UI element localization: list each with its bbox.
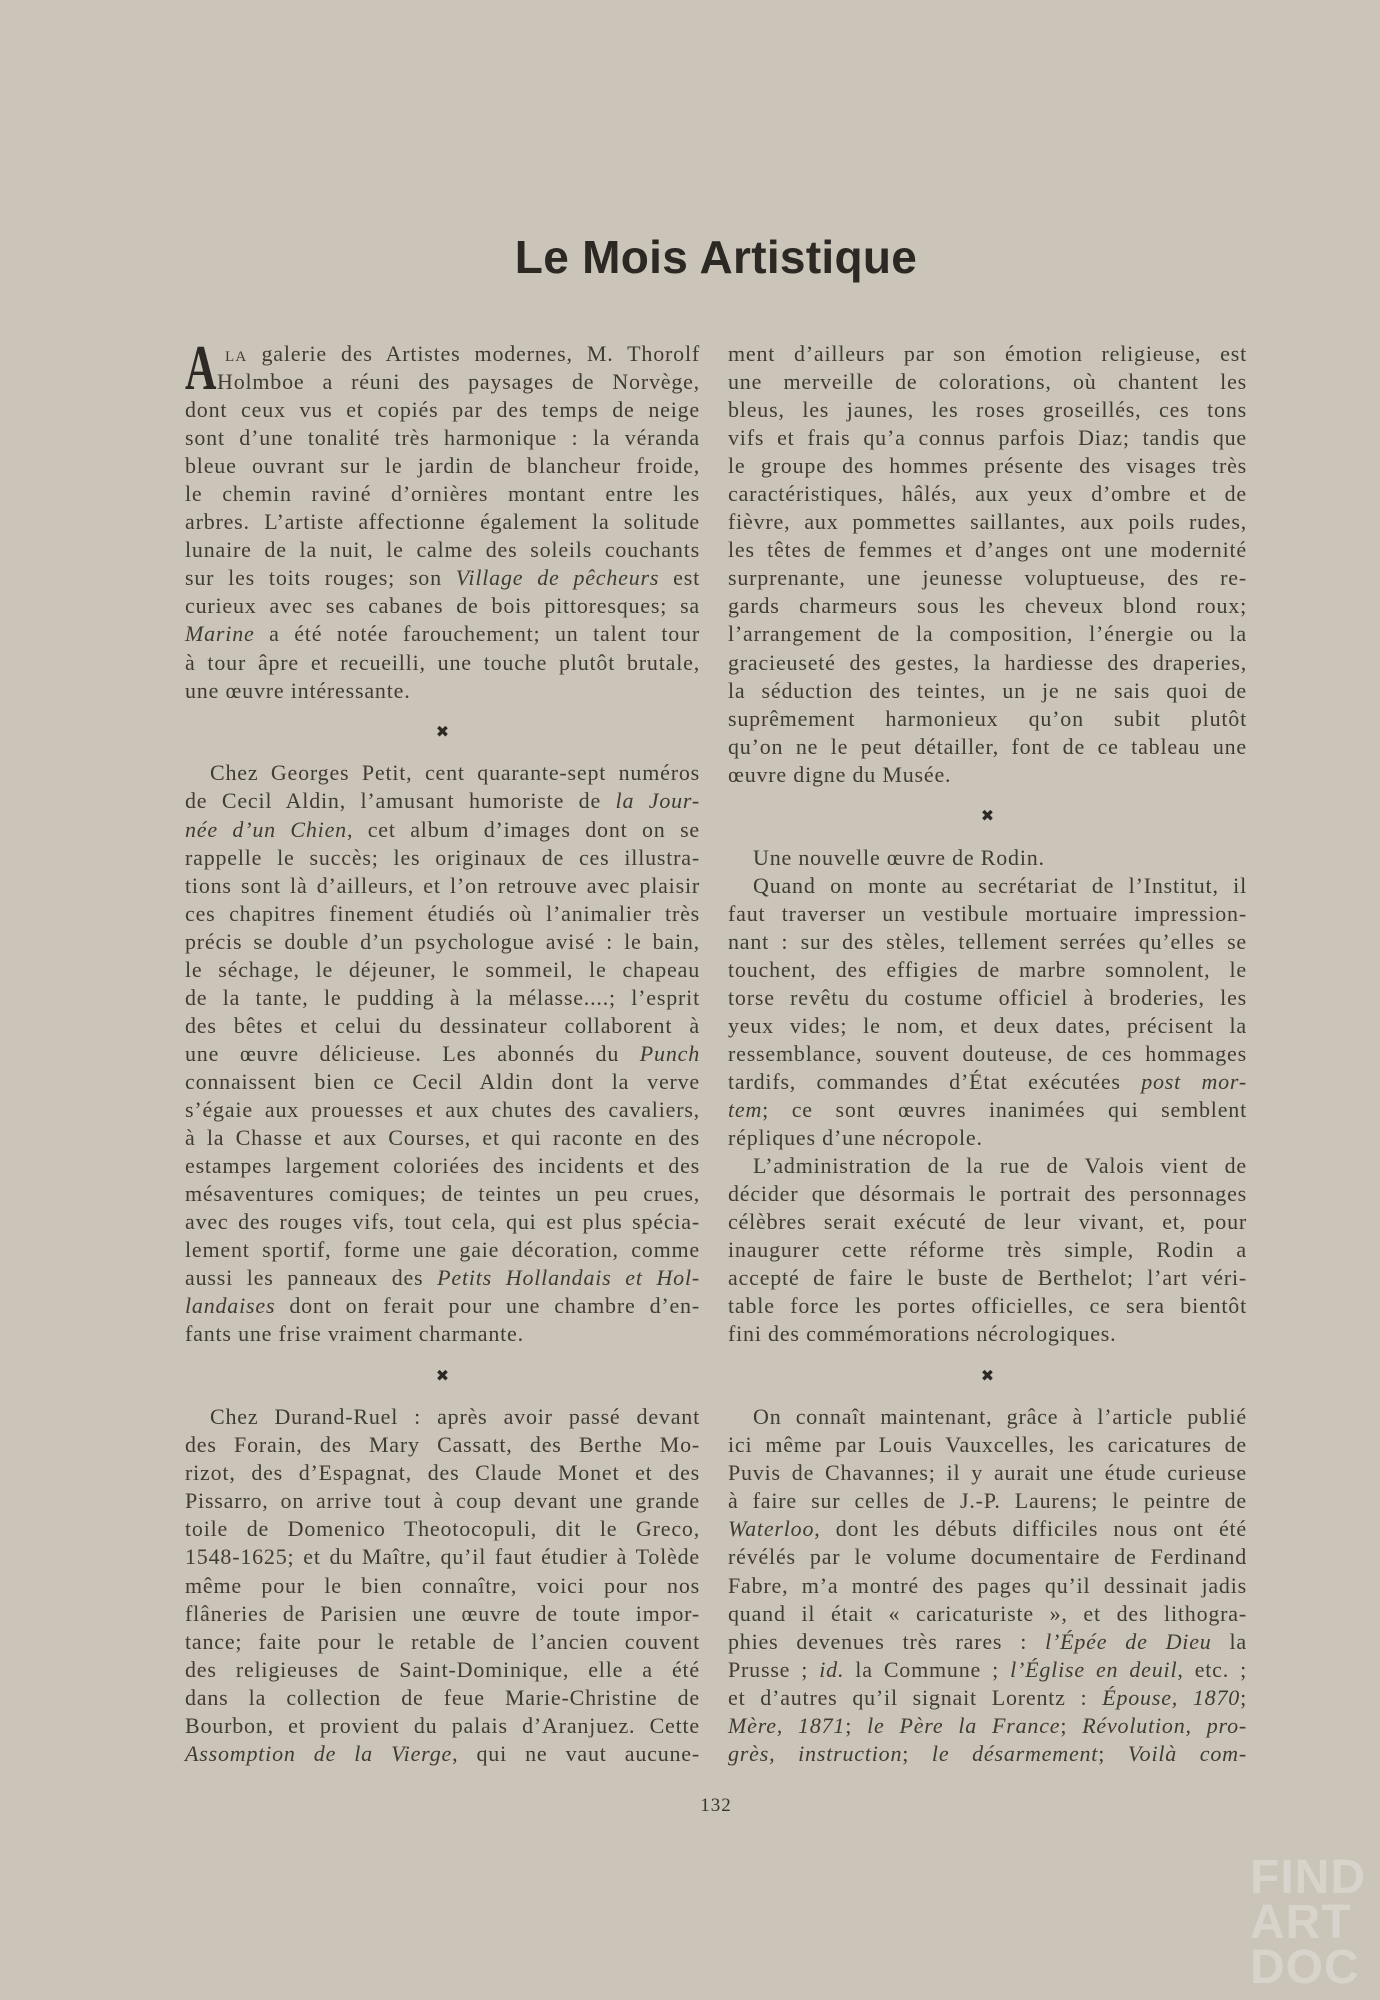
- text-line: [728, 1012, 1247, 1040]
- body-text: flâneries de Parisien une œuvre de toute impor-: [185, 1600, 700, 1626]
- body-text: Holmboe a réuni des paysages de Norvège,: [217, 369, 700, 395]
- section-separator: [728, 1348, 1247, 1403]
- body-text: connaissent bien ce Cecil Aldin dont la verve: [185, 1068, 700, 1094]
- italic-text: Épouse, 1870: [1102, 1684, 1241, 1710]
- italic-text: Waterloo: [728, 1516, 815, 1542]
- body-text: , dont les débuts difficiles nous ont été: [814, 1516, 1247, 1542]
- text-line: [728, 649, 1247, 677]
- text-line: [185, 649, 700, 677]
- text-line: [728, 761, 1247, 789]
- text-line: [728, 844, 1247, 872]
- body-text: dans la collection de feue Marie-Christine de: [185, 1684, 700, 1710]
- italic-text: Mère, 1871: [728, 1712, 846, 1738]
- body-text: a été notée farouchement; un talent tour: [254, 621, 700, 647]
- paragraph: [185, 759, 700, 1348]
- body-text: vifs et frais qu’a connus parfois Diaz; tandis que: [728, 425, 1247, 451]
- text-line: [185, 1403, 700, 1431]
- text-line: [185, 759, 700, 787]
- body-text: dont on ferait pour une chambre d’en-: [275, 1293, 700, 1319]
- body-text: le groupe des hommes présente des visages très: [728, 453, 1247, 479]
- text-line: [728, 1208, 1247, 1236]
- body-text: œuvre digne du Musée.: [728, 761, 952, 787]
- text-line: [185, 396, 700, 424]
- text-line: [728, 508, 1247, 536]
- body-text: estampes largement coloriées des incidents et des: [185, 1153, 700, 1179]
- text-line: [185, 1656, 700, 1684]
- body-text: nant : sur des stèles, tellement serrées qu’elles se: [728, 928, 1247, 954]
- text-line: [728, 1459, 1247, 1487]
- body-text: de Cecil Aldin, l’amusant humoriste de: [185, 788, 616, 814]
- text-line: [185, 1712, 700, 1740]
- italic-text: Voilà com-: [1127, 1740, 1247, 1766]
- text-line: [728, 1292, 1247, 1320]
- body-text: ;: [1060, 1712, 1083, 1738]
- text-line: [185, 508, 700, 536]
- italic-text: la Jour-: [615, 788, 700, 814]
- italic-text: post mor-: [1141, 1068, 1247, 1094]
- body-text: le séchage, le déjeuner, le sommeil, le chapeau: [185, 956, 700, 982]
- text-line: [185, 1600, 700, 1628]
- text-line: [185, 1572, 700, 1600]
- body-text: décider que désormais le portrait des personnages: [728, 1181, 1247, 1207]
- text-line: [728, 1096, 1247, 1124]
- section-separator: [185, 705, 700, 760]
- italic-text: Marine: [185, 621, 255, 647]
- body-text: table force les portes officielles, ce sera bientôt: [728, 1293, 1247, 1319]
- page-number: 132: [700, 1795, 732, 1816]
- body-text: caractéristiques, hâlés, aux yeux d’ombre et de: [728, 481, 1247, 507]
- text-line: [185, 1459, 700, 1487]
- body-text: , qui ne vaut aucune-: [452, 1740, 700, 1766]
- text-line: [728, 928, 1247, 956]
- body-text: tardifs, commandes d’État exécutées: [728, 1068, 1142, 1094]
- body-text: mésaventures comiques; de teintes un peu crues,: [185, 1181, 700, 1207]
- text-line: [185, 1208, 700, 1236]
- body-text: une œuvre intéressante.: [185, 677, 411, 703]
- text-line: [185, 452, 700, 480]
- text-line: [185, 592, 700, 620]
- body-text: aussi les panneaux des: [185, 1265, 438, 1291]
- italic-text: l’Épée de Dieu: [1045, 1628, 1212, 1654]
- text-line: [728, 677, 1247, 705]
- body-text: ;: [845, 1712, 868, 1738]
- continued-paragraph: [728, 340, 1247, 789]
- text-line: [728, 1600, 1247, 1628]
- watermark-line: ART: [1250, 1896, 1352, 1949]
- body-text: ;: [1240, 1684, 1247, 1710]
- text-line: [185, 1628, 700, 1656]
- italic-text: landaises: [185, 1293, 276, 1319]
- text-line: [185, 1543, 700, 1571]
- text-line: [728, 620, 1247, 648]
- heavy-multiplication-x-icon: ✖: [980, 806, 995, 826]
- small-caps-text: la: [225, 341, 248, 366]
- text-line: [728, 872, 1247, 900]
- body-text: accepté de faire le buste de Berthelot; l’art véri-: [728, 1265, 1247, 1291]
- paragraph: [185, 332, 700, 705]
- body-text: les têtes de femmes et d’anges ont une modernité: [728, 537, 1247, 563]
- text-line: [185, 872, 700, 900]
- text-line: [185, 677, 700, 705]
- body-text: le chemin raviné d’ornières montant entre les: [185, 481, 700, 507]
- paragraph: [185, 1403, 700, 1768]
- text-line: [728, 1543, 1247, 1571]
- watermark-line: FIND: [1250, 1851, 1366, 1904]
- text-line: [728, 1515, 1247, 1543]
- body-text: ment d’ailleurs par son émotion religieuse, est: [728, 341, 1247, 366]
- text-line: [185, 956, 700, 984]
- text-line: [728, 1487, 1247, 1515]
- body-text: bleus, les jaunes, les roses groseillés, ces tons: [728, 397, 1247, 423]
- text-line: [728, 1068, 1247, 1096]
- text-line: [728, 984, 1247, 1012]
- text-line: [185, 1068, 700, 1096]
- watermark-line: DOC: [1250, 1941, 1360, 1994]
- body-text: Puvis de Chavannes; il y aurait une étude curieuse: [728, 1460, 1247, 1486]
- body-text: répliques d’une nécropole.: [728, 1125, 983, 1151]
- text-line: [185, 1124, 700, 1152]
- text-line: [728, 424, 1247, 452]
- body-text: ressemblance, souvent douteuse, de ces hommages: [728, 1040, 1247, 1066]
- text-line: [728, 1264, 1247, 1292]
- italic-text: Village de pêcheurs: [455, 565, 660, 591]
- body-text: curieux avec ses cabanes de bois pittoresques; sa: [185, 593, 700, 619]
- body-text: rizot, des d’Espagnat, des Claude Monet et des: [185, 1460, 700, 1486]
- text-line: [185, 928, 700, 956]
- text-line: [728, 1684, 1247, 1712]
- body-text: 1548-1625; et du Maître, qu’il faut étudier à Tolède: [185, 1544, 700, 1570]
- body-text: dont ceux vus et copiés par des temps de neige: [185, 397, 700, 423]
- body-text: une œuvre délicieuse. Les abonnés du: [185, 1040, 640, 1066]
- body-text: On connaît maintenant, grâce à l’article publié: [753, 1404, 1247, 1430]
- body-text: avec des rouges vifs, tout cela, qui est plus spécia-: [185, 1209, 700, 1235]
- text-line: [728, 1656, 1247, 1684]
- text-line: [728, 368, 1247, 396]
- text-line: [728, 1740, 1247, 1768]
- page-title: Le Mois Artistique: [514, 231, 918, 283]
- text-line: [728, 956, 1247, 984]
- body-text: torse revêtu du costume officiel à broderies, les: [728, 984, 1247, 1010]
- italic-text: Révolution, pro-: [1082, 1712, 1247, 1738]
- text-line: [728, 1628, 1247, 1656]
- right-column: [728, 340, 1247, 1768]
- body-text: bleue ouvrant sur le jardin de blancheur froide,: [185, 453, 700, 479]
- text-line: [185, 480, 700, 508]
- text-line: [185, 1236, 700, 1264]
- text-line: [185, 1096, 700, 1124]
- italic-text: grès, instruction: [728, 1740, 903, 1766]
- text-line: [185, 1264, 700, 1292]
- text-line: [728, 1124, 1247, 1152]
- body-text: ces chapitres finement étudiés où l’animalier très: [185, 900, 700, 926]
- body-text: phies devenues très rares :: [728, 1628, 1046, 1654]
- text-line: [185, 1320, 700, 1348]
- body-text: est: [659, 565, 700, 591]
- body-text: l’arrangement de la composition, l’énergie ou la: [728, 621, 1247, 647]
- paragraph: [728, 844, 1247, 872]
- body-text: Une nouvelle œuvre de Rodin.: [753, 844, 1045, 870]
- body-text: rappelle le succès; les originaux de ces illustra-: [185, 844, 700, 870]
- text-line: [185, 844, 700, 872]
- body-text: ici même par Louis Vauxcelles, les caricatures de: [728, 1432, 1247, 1458]
- body-text: gards charmeurs sous les cheveux blond roux;: [728, 593, 1247, 619]
- body-text: la Commune ;: [844, 1656, 1011, 1682]
- text-line: [728, 1403, 1247, 1431]
- body-text: Bourbon, et provient du palais d’Aranjuez. Cette: [185, 1712, 700, 1738]
- body-text: fini des commémorations nécrologiques.: [728, 1321, 1117, 1347]
- body-text: Chez Durand-Ruel : après avoir passé devant: [210, 1404, 700, 1430]
- text-line: [185, 1431, 700, 1459]
- body-text: révélés par le volume documentaire de Ferdinand: [728, 1544, 1247, 1570]
- text-line: [185, 340, 700, 368]
- text-line: [185, 984, 700, 1012]
- text-line: [185, 787, 700, 815]
- section-separator: [728, 789, 1247, 844]
- body-text: quand il était « caricaturiste », et des lithogra-: [728, 1600, 1247, 1626]
- text-line: [185, 900, 700, 928]
- body-text: L’administration de la rue de Valois vient de: [753, 1153, 1247, 1179]
- body-text: lunaire de la nuit, le calme des soleils couchants: [185, 537, 700, 563]
- text-line: [728, 1572, 1247, 1600]
- body-text: des religieuses de Saint-Dominique, elle a été: [185, 1656, 700, 1682]
- body-text: la séduction des teintes, un je ne sais quoi de: [728, 677, 1247, 703]
- text-line: [185, 1152, 700, 1180]
- body-text: à la Chasse et aux Courses, et qui raconte en des: [185, 1125, 700, 1151]
- body-text: galerie des Artistes modernes, M. Thorolf: [247, 341, 700, 366]
- body-text: Pissarro, on arrive tout à coup devant une grande: [185, 1488, 700, 1514]
- italic-text: le Père la France: [867, 1712, 1061, 1738]
- italic-text: le désarmement: [931, 1740, 1099, 1766]
- body-text: lement sportif, forme une gaie décoration, comme: [185, 1237, 700, 1263]
- body-text: de la tante, le pudding à la mélasse....; l’esprit: [185, 984, 700, 1010]
- body-text: même pour le bien connaître, voici pour nos: [185, 1572, 700, 1598]
- italic-text: l’Église en deuil: [1010, 1656, 1178, 1682]
- text-line: [728, 396, 1247, 424]
- text-line: [185, 536, 700, 564]
- drop-cap-letter: A: [185, 332, 217, 403]
- text-line: [185, 1487, 700, 1515]
- body-text: des Forain, des Mary Cassatt, des Berthe Mo-: [185, 1432, 700, 1458]
- body-text: inaugurer cette réforme très simple, Rodin a: [728, 1237, 1247, 1263]
- paragraph: [728, 872, 1247, 1152]
- text-line: [185, 1515, 700, 1543]
- text-line: [728, 1236, 1247, 1264]
- body-text: fièvre, aux pommettes saillantes, aux poils rudes,: [728, 509, 1247, 535]
- body-text: touchent, des effigies de marbre somnolent, le: [728, 956, 1247, 982]
- paragraph: [728, 1403, 1247, 1768]
- text-line: [185, 1012, 700, 1040]
- body-text: sur les toits rouges; son: [185, 565, 456, 591]
- body-text: ; ce sont œuvres inanimées qui semblent: [762, 1097, 1247, 1122]
- body-text: , cet album d’images dont on se: [346, 816, 700, 842]
- body-text: Quand on monte au secrétariat de l’Institut, il: [753, 872, 1247, 898]
- body-text: gracieuseté des gestes, la hardiesse des draperies,: [728, 649, 1247, 675]
- body-text: s’égaie aux prouesses et aux chutes des cavaliers,: [185, 1097, 700, 1122]
- text-line: [185, 816, 700, 844]
- body-text: fants une frise vraiment charmante.: [185, 1321, 524, 1347]
- italic-text: Assomption de la Vierge: [185, 1740, 453, 1766]
- text-line: [728, 1152, 1247, 1180]
- text-line: [728, 480, 1247, 508]
- body-text: Prusse ;: [728, 1656, 820, 1682]
- text-line: [728, 1320, 1247, 1348]
- text-line: [728, 1431, 1247, 1459]
- text-line: [728, 592, 1247, 620]
- body-text: arbres. L’artiste affectionne également la solitude: [185, 509, 700, 535]
- body-text: surprenante, une jeunesse voluptueuse, des re-: [728, 565, 1247, 591]
- body-text: yeux vides; le nom, et deux dates, précisent la: [728, 1012, 1247, 1038]
- section-separator: [185, 1348, 700, 1403]
- left-column: [185, 332, 700, 1768]
- body-text: célèbres serait exécuté de leur vivant, et, pour: [728, 1209, 1247, 1235]
- heavy-multiplication-x-icon: ✖: [435, 1365, 450, 1385]
- text-line: [728, 1180, 1247, 1208]
- text-line: [728, 900, 1247, 928]
- body-text: suprêmement harmonieux qu’on subit plutôt: [728, 705, 1247, 731]
- body-text: tions sont là d’ailleurs, et l’on retrouve avec plaisir: [185, 872, 700, 898]
- text-line: [728, 452, 1247, 480]
- body-text: , etc. ;: [1177, 1656, 1247, 1682]
- body-text: la: [1211, 1628, 1247, 1654]
- text-line: [728, 705, 1247, 733]
- text-line: [728, 1712, 1247, 1740]
- text-line: [728, 564, 1247, 592]
- italic-text: née d’un Chien: [185, 816, 347, 842]
- body-text: faut traverser un vestibule mortuaire impression-: [728, 900, 1247, 926]
- text-line: [185, 1684, 700, 1712]
- body-text: des bêtes et celui du dessinateur collaborent à: [185, 1012, 700, 1038]
- text-line: [185, 1740, 700, 1768]
- paragraph: [728, 1152, 1247, 1348]
- text-line: [185, 1180, 700, 1208]
- text-line: [185, 424, 700, 452]
- body-text: ;: [902, 1740, 932, 1766]
- text-line: [185, 1040, 700, 1068]
- body-text: toile de Domenico Theotocopuli, dit le Greco,: [185, 1516, 700, 1542]
- italic-text: id.: [819, 1656, 845, 1682]
- body-text: ;: [1098, 1740, 1128, 1766]
- text-line: [728, 340, 1247, 368]
- body-text: Fabre, m’a montré des pages qu’il dessinait jadis: [728, 1572, 1247, 1598]
- text-line: [728, 1040, 1247, 1068]
- body-text: à faire sur celles de J.-P. Laurens; le peintre de: [728, 1488, 1247, 1514]
- heavy-multiplication-x-icon: ✖: [435, 722, 450, 742]
- text-line: [185, 620, 700, 648]
- watermark-logo: [1250, 1851, 1376, 1994]
- italic-text: Petits Hollandais et Hol-: [437, 1265, 700, 1291]
- text-line: [185, 1292, 700, 1320]
- body-text: précis se double d’un psychologue avisé : le bain,: [185, 928, 700, 954]
- text-line: [728, 536, 1247, 564]
- text-line: [185, 564, 700, 592]
- body-text: et d’autres qu’il signait Lorentz :: [728, 1684, 1103, 1710]
- text-line: [728, 733, 1247, 761]
- italic-text: tem: [728, 1097, 763, 1122]
- italic-text: Punch: [639, 1040, 700, 1066]
- heavy-multiplication-x-icon: ✖: [980, 1365, 995, 1385]
- body-text: à tour âpre et recueilli, une touche plutôt brutale,: [185, 649, 700, 675]
- body-text: tance; faite pour le retable de l’ancien couvent: [185, 1628, 700, 1654]
- text-line: [185, 368, 700, 396]
- body-text: une merveille de colorations, où chantent les: [728, 369, 1247, 395]
- body-text: qu’on ne le peut détailler, font de ce tableau une: [728, 733, 1247, 759]
- body-text: sont d’une tonalité très harmonique : la véranda: [185, 425, 700, 451]
- body-text: Chez Georges Petit, cent quarante-sept numéros: [210, 760, 700, 786]
